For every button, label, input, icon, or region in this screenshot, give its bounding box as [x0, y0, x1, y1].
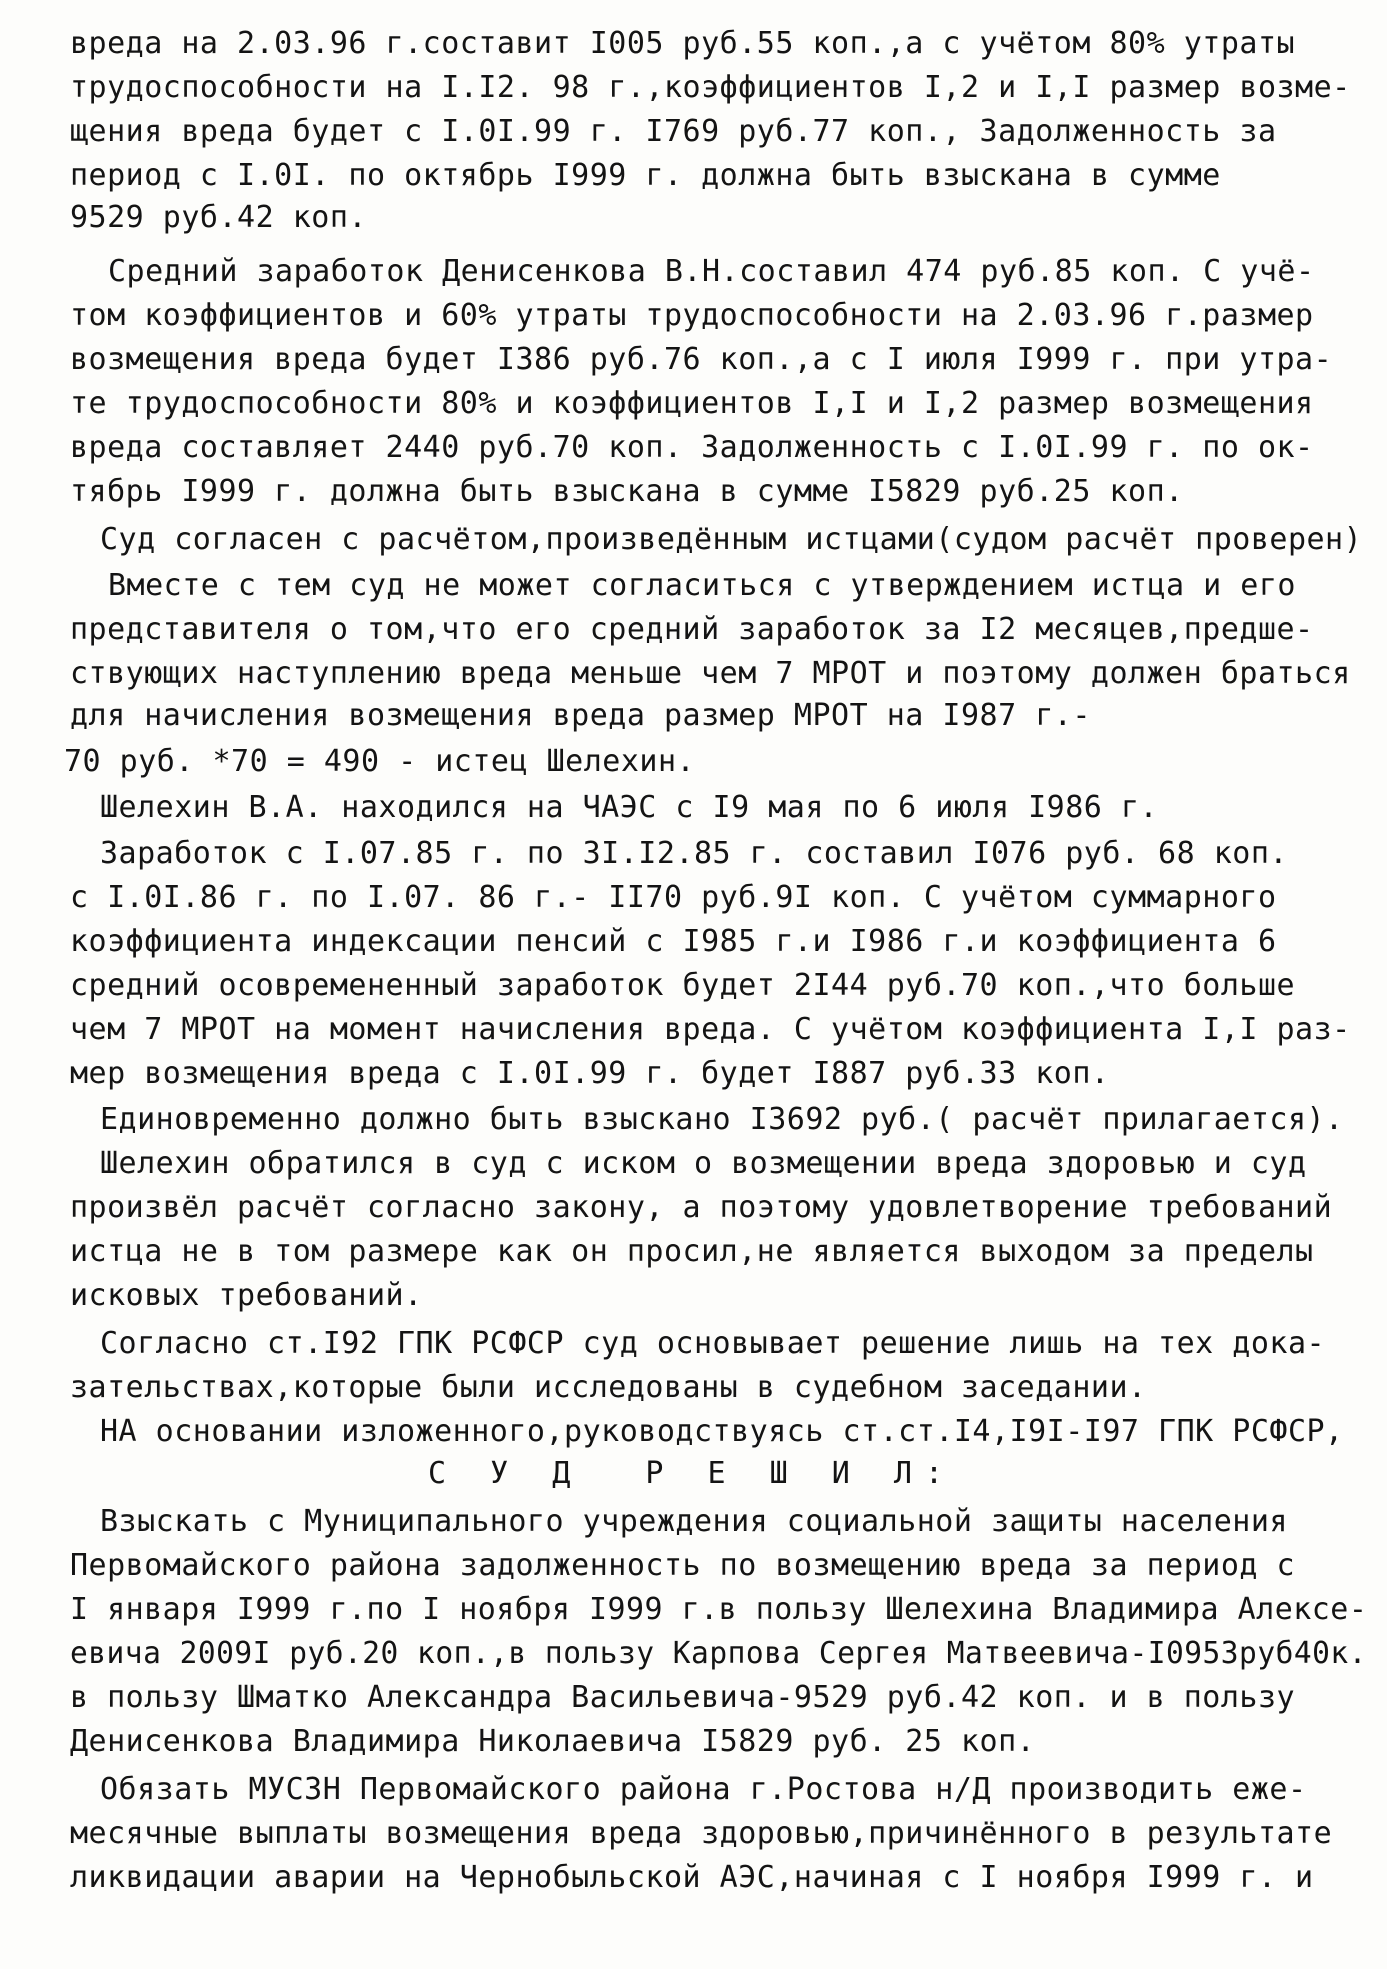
text-line: НА основании изложенного,руководствуясь ст.ст.I4,I9I-I97 ГПК РСФСР, — [100, 1414, 1344, 1449]
text-line: ликвидации аварии на Чернобыльской АЭС,начиная с I ноября I999 г. и — [70, 1860, 1314, 1895]
text-line: зательствах,которые были исследованы в судебном заседании. — [70, 1370, 1147, 1405]
text-line: месячные выплаты возмещения вреда здоровью,причинённого в результате — [70, 1816, 1333, 1851]
text-line: коэффициента индексации пенсий с I985 г.и I986 г.и коэффициента 6 — [70, 924, 1277, 959]
text-line: 70 руб. *70 = 490 - истец Шелехин. — [64, 744, 696, 779]
text-line: Заработок с I.07.85 г. по 3I.I2.85 г. составил I076 руб. 68 коп. — [100, 836, 1288, 871]
text-line: щения вреда будет с I.0I.99 г. I769 руб.77 коп., Задолженность за — [70, 114, 1277, 149]
text-line: Согласно ст.I92 ГПК РСФСР суд основывает решение лишь на тех дока- — [100, 1326, 1326, 1361]
text-line: Суд согласен с расчётом,произведённым истцами(судом расчёт проверен) — [100, 522, 1363, 557]
text-line: чем 7 МРОТ на момент начисления вреда. С учётом коэффициента I,I раз- — [70, 1012, 1351, 1047]
text-line: произвёл расчёт согласно закону, а поэтому удовлетворение требований — [70, 1190, 1333, 1225]
text-line: Вместе с тем суд не может согласиться с утверждением истца и его — [108, 568, 1296, 603]
text-line: период с I.0I. по октябрь I999 г. должна быть взыскана в сумме — [70, 158, 1221, 193]
text-line: Взыскать с Муниципального учреждения социальной защиты населения — [100, 1504, 1288, 1539]
text-line: ствующих наступлению вреда меньше чем 7 МРОТ и поэтому должен браться — [70, 656, 1351, 691]
text-line: вреда на 2.03.96 г.составит I005 руб.55 коп.,а с учётом 80% утраты — [70, 26, 1296, 61]
text-line: для начисления возмещения вреда размер МРОТ на I987 г.- — [70, 698, 1091, 733]
text-line: Обязать МУСЗН Первомайского района г.Ростова н/Д производить еже- — [100, 1772, 1307, 1807]
text-line: Первомайского района задолженность по возмещению вреда за период с — [70, 1548, 1296, 1583]
text-line: Шелехин В.А. находился на ЧАЭС с I9 мая по 6 июля I986 г. — [100, 790, 1159, 825]
text-line: Единовременно должно быть взыскано I3692 руб.( расчёт прилагается). — [100, 1102, 1344, 1137]
text-line: трудоспособности на I.I2. 98 г.,коэффициентов I,2 и I,I размер возме- — [70, 70, 1351, 105]
text-line: евича 2009I руб.20 коп.,в пользу Карпова Сергея Матвеевича-I0953руб40к. — [70, 1636, 1367, 1671]
text-line: те трудоспособности 80% и коэффициентов I,I и I,2 размер возмещения — [70, 386, 1314, 421]
text-line: том коэффициентов и 60% утраты трудоспособности на 2.03.96 г.размер — [70, 298, 1314, 333]
text-line: Шелехин обратился в суд с иском о возмещении вреда здоровью и суд — [100, 1146, 1307, 1181]
text-line: возмещения вреда будет I386 руб.76 коп.,а с I июля I999 г. при утра- — [70, 342, 1333, 377]
text-line: тябрь I999 г. должна быть взыскана в сумме I5829 руб.25 коп. — [70, 474, 1184, 509]
text-line: средний осовремененный заработок будет 2I44 руб.70 коп.,что больше — [70, 968, 1296, 1003]
text-line: в пользу Шматко Александра Васильевича-9529 руб.42 коп. и в пользу — [70, 1680, 1296, 1715]
text-line: вреда составляет 2440 руб.70 коп. Задолженность с I.0I.99 г. по ок- — [70, 430, 1314, 465]
decision-heading: С У Д Р Е Ш И Л: — [428, 1456, 957, 1491]
text-line: с I.0I.86 г. по I.07. 86 г.- II70 руб.9I коп. С учётом суммарного — [70, 880, 1277, 915]
text-line: Денисенкова Владимира Николаевича I5829 руб. 25 коп. — [70, 1724, 1036, 1759]
text-line: мер возмещения вреда с I.0I.99 г. будет I887 руб.33 коп. — [70, 1056, 1110, 1091]
text-line: Средний заработок Денисенкова В.Н.составил 474 руб.85 коп. С учё- — [108, 254, 1315, 289]
text-line: 9529 руб.42 коп. — [70, 200, 367, 235]
text-line: исковых требований. — [70, 1278, 423, 1313]
text-line: представителя о том,что его средний заработок за I2 месяцев,предше- — [70, 612, 1314, 647]
text-line: I января I999 г.по I ноября I999 г.в пользу Шелехина Владимира Алексе- — [70, 1592, 1368, 1627]
text-line: истца не в том размере как он просил,не является выходом за пределы — [70, 1234, 1314, 1269]
